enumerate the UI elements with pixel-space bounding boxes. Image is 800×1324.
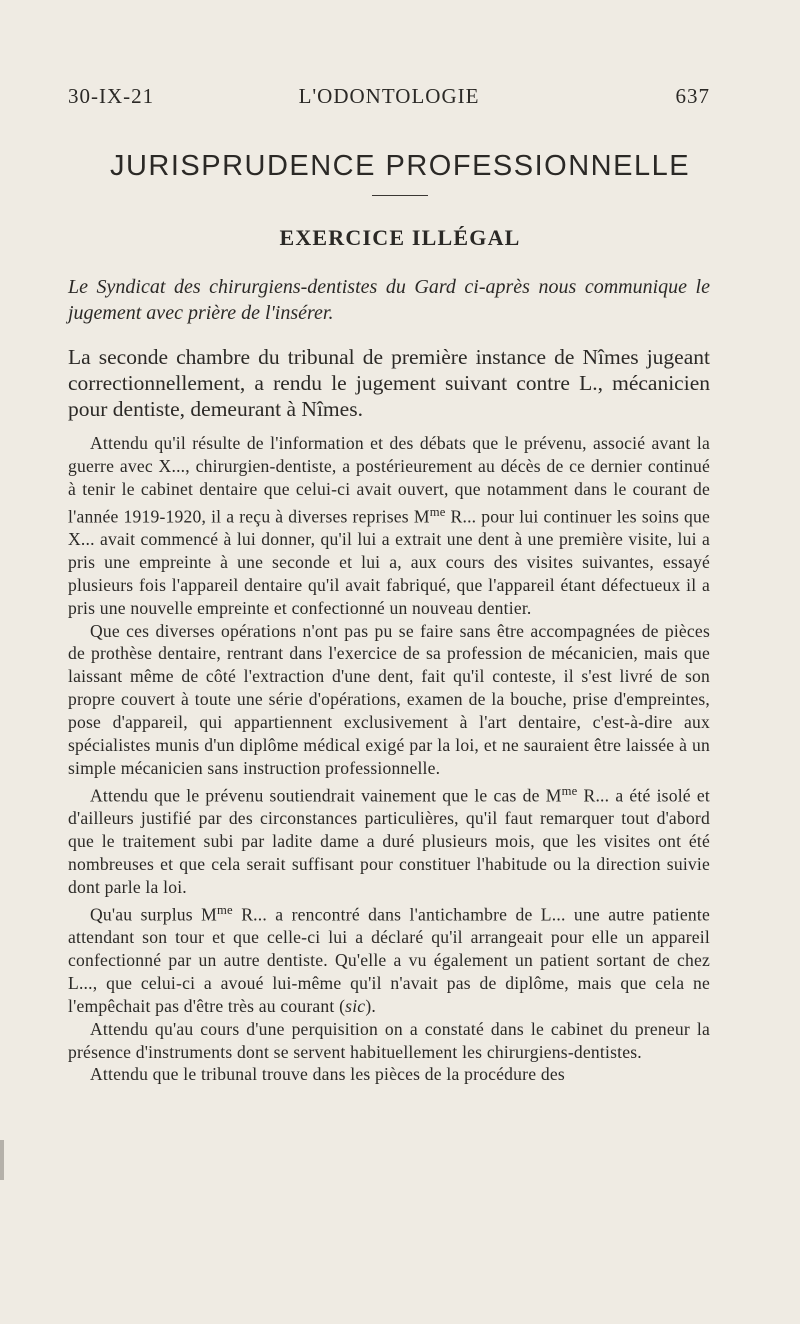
scan-edge-mark xyxy=(0,1140,4,1180)
paragraph: Attendu qu'au cours d'une perquisition on a constaté dans le cabinet du preneur la présence d'instruments dont se servent habituellement les chirurgiens-dentistes. xyxy=(68,1018,710,1062)
title-divider xyxy=(372,195,428,196)
text-run: Attendu qu'il résulte de l'information et des débats que le prévenu, associé avant la guerre avec X..., chirurgien-dentiste, a postérieurement au décès de ce dernier continué à tenir le cabinet dentaire que celui-ci avait ouvert, que notamment dans le courant de l'année 1919-1920, il a reçu à diverses reprises M xyxy=(68,433,710,527)
paragraph xyxy=(68,899,710,1018)
sic-note: sic xyxy=(345,995,366,1016)
paragraph xyxy=(68,432,710,620)
journal-name: L'ODONTOLOGIE xyxy=(298,84,480,108)
paragraph: Attendu que le tribunal trouve dans les pièces de la procédure des xyxy=(90,1064,565,1085)
issue-date: 30-IX-21 xyxy=(68,84,155,108)
paragraph xyxy=(68,780,710,899)
lead-paragraph: La seconde chambre du tribunal de première instance de Nîmes jugeant correctionnellement, a rendu le jugement suivant contre L., mécanicien pour dentiste, demeurant à Nîmes. xyxy=(68,345,710,421)
text-run: R... a été isolé et d'ailleurs justifié par des circonstances particulières, qu'il faut remarquer tout d'abord que le traitement subi par ladite dame a duré plusieurs mois, que les visites ont été nombreuses et que cela serait suffisant pour constituer l'habitude ou la direction suivie dont parle la loi. xyxy=(68,785,710,897)
page-number: 637 xyxy=(675,84,710,108)
text-run: R... pour lui continuer les soins que X... avait commencé à lui donner, qu'il lui a extrait une dent à une première visite, lui a pris une empreinte à une seconde et lui a, aux cours des visites suivantes, essayé plusieurs fois l'appareil dentaire qu'il avait fabriqué, que l'appareil étant défectueux il a pris une nouvelle empreinte et confectionné un nouveau dentier. xyxy=(68,506,710,618)
superscript: me xyxy=(561,783,578,798)
text-run: Attendu que le prévenu soutiendrait vainement que le cas de M xyxy=(90,785,562,806)
article-subtitle: EXERCICE ILLÉGAL xyxy=(279,225,521,250)
paragraph: Que ces diverses opérations n'ont pas pu se faire sans être accompagnées de pièces de prothèse dentaire, rentrant dans l'exercice de sa profession de mécanicien, mais que laissant même de côté l'extraction d'une dent, fait qu'il conteste, il s'est livré de son propre couvert à toute une série d'opérations, examen de la bouche, prise d'empreintes, pose d'appareil, qui appartiennent exclusivement à l'art dentaire, c'est-à-dire aux spécialistes munis d'un diplôme médical exigé par la loi, et ne sauraient être laissée à un simple mécanicien sans instruction professionnelle. xyxy=(68,620,710,779)
judgment-text xyxy=(68,432,710,1086)
superscript: me xyxy=(429,504,446,519)
intro-note: Le Syndicat des chirurgiens-dentistes du Gard ci-après nous communique le jugement avec prière de l'insérer. xyxy=(68,276,710,324)
section-title: JURISPRUDENCE PROFESSIONNELLE xyxy=(109,150,691,182)
running-head xyxy=(68,84,710,114)
text-run: Qu'au surplus M xyxy=(90,904,218,925)
text-run: R... a rencontré dans l'antichambre de L... une autre patiente attendant son tour et que celle-ci lui a déclaré qu'il arrangeait pour elle un appareil confectionné par un autre dentiste. Qu'elle a vu également un patient sortant de chez L..., que celui-ci a avoué lui-même qu'il n'avait pas de diplôme, mais que cela ne l'empêchait pas d'être très au courant ( xyxy=(68,904,710,1016)
superscript: me xyxy=(217,902,233,917)
text-run: ). xyxy=(365,995,376,1016)
